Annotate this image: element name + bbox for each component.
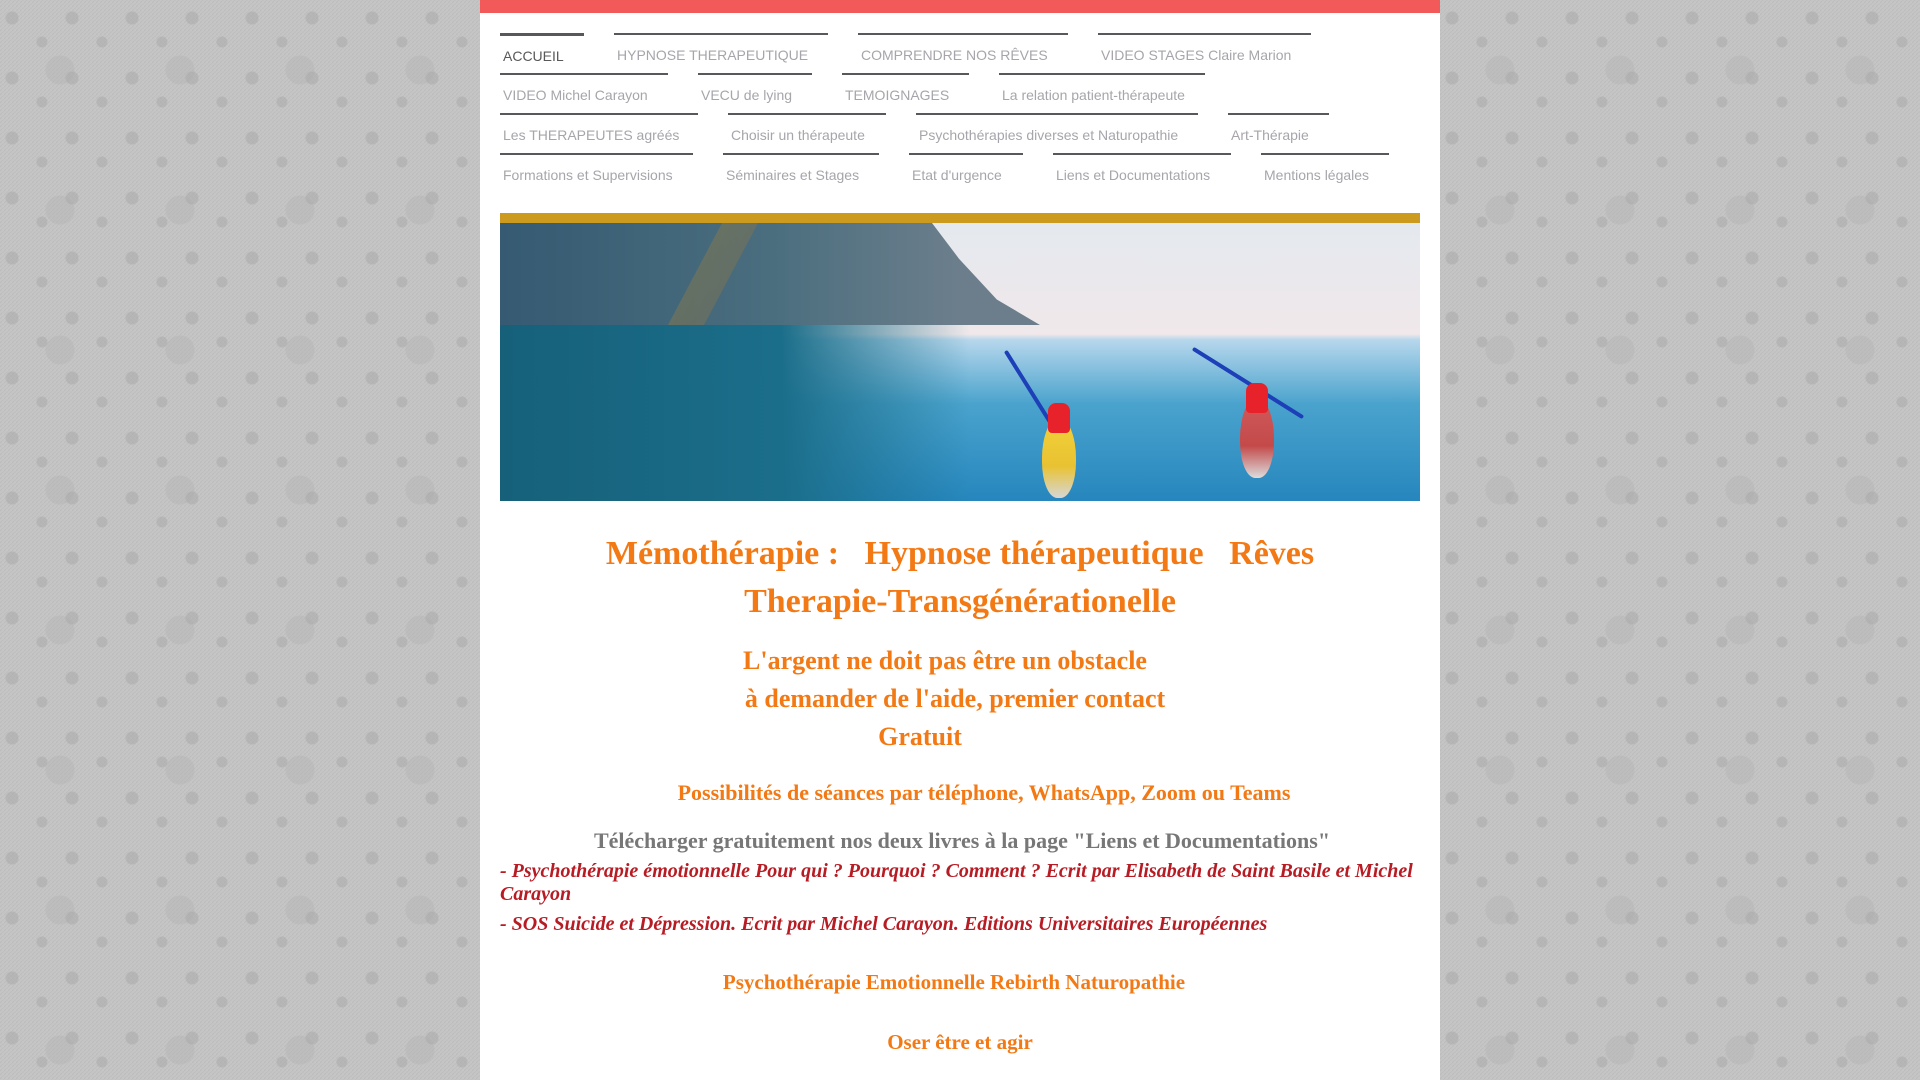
nav-row-4 — [500, 153, 1420, 193]
nav-item-temoignages[interactable]: TEMOIGNAGES — [842, 73, 969, 113]
nav-item-seminaires-stages[interactable]: Séminaires et Stages — [723, 153, 879, 193]
page-title-line-1: Mémothérapie : Hypnose thérapeutique Rêves — [605, 535, 1315, 572]
book-item-psychotherapie-emotionnelle: - Psychothérapie émotionnelle Pour qui ? Pourquoi ? Comment ? Ecrit par Elisabeth de Saint Basile et Michel Carayon — [500, 860, 1413, 905]
nav-item-vecu-de-lying[interactable]: VECU de lying — [698, 73, 812, 113]
nav-row-3 — [500, 113, 1420, 153]
nav-row-2 — [500, 73, 1420, 113]
tagline-oser-etre-agir: Oser être et agir — [887, 1030, 1033, 1054]
main-navigation — [500, 13, 1420, 193]
hero-sea-shadow — [500, 323, 970, 501]
nav-item-liens-documentations[interactable]: Liens et Documentations — [1053, 153, 1231, 193]
nav-row-1 — [500, 33, 1420, 73]
nav-item-comprendre-nos-reves[interactable]: COMPRENDRE NOS RÊVES — [858, 33, 1068, 73]
nav-item-art-therapie[interactable]: Art-Thérapie — [1228, 113, 1329, 153]
money-line-1: L'argent ne doit pas être un obstacle — [743, 646, 1147, 675]
nav-item-video-stages-claire-marion[interactable]: VIDEO STAGES Claire Marion — [1098, 33, 1311, 73]
nav-item-etat-urgence[interactable]: Etat d'urgence — [909, 153, 1023, 193]
tagline-therapies: Psychothérapie Emotionnelle Rebirth Naturopathie — [722, 970, 1186, 994]
gold-divider-bar — [500, 213, 1420, 223]
page-title-line-2: Therapie-Transgénérationelle — [744, 583, 1176, 620]
page-container — [480, 0, 1440, 1080]
download-books-text: Télécharger gratuitement nos deux livres à la page "Liens et Documentations" — [593, 828, 1331, 853]
nav-item-video-michel-carayon[interactable]: VIDEO Michel Carayon — [500, 73, 668, 113]
nav-item-hypnose-therapeutique[interactable]: HYPNOSE THERAPEUTIQUE — [614, 33, 828, 73]
kayaker-red-vest-icon — [1048, 403, 1070, 433]
money-line-3: Gratuit — [878, 722, 962, 751]
nav-item-relation-patient-therapeute[interactable]: La relation patient-thérapeute — [999, 73, 1205, 113]
nav-item-psychotherapies-diverses[interactable]: Psychothérapies diverses et Naturopathie — [916, 113, 1198, 153]
nav-item-therapeutes-agrees[interactable]: Les THERAPEUTES agréés — [500, 113, 698, 153]
main-content — [500, 530, 1420, 1057]
money-line-2: à demander de l'aide, premier contact — [744, 684, 1166, 713]
free-contact-block — [500, 642, 1420, 756]
kayaker-red-vest-icon — [1246, 383, 1268, 413]
nav-item-formations-supervisions[interactable]: Formations et Supervisions — [500, 153, 693, 193]
book-item-sos-suicide: - SOS Suicide et Dépression. Ecrit par Michel Carayon. Editions Universitaires Européennes — [500, 913, 1268, 935]
hero-cliff — [500, 223, 1040, 325]
nav-item-accueil[interactable]: ACCUEIL — [500, 33, 584, 73]
nav-item-mentions-legales[interactable]: Mentions légales — [1261, 153, 1389, 193]
remote-sessions-text: Possibilités de séances par téléphone, WhatsApp, Zoom ou Teams — [677, 780, 1291, 805]
top-accent-bar — [480, 0, 1440, 13]
hero-image-kayakers — [500, 223, 1420, 501]
nav-item-choisir-un-therapeute[interactable]: Choisir un thérapeute — [728, 113, 886, 153]
